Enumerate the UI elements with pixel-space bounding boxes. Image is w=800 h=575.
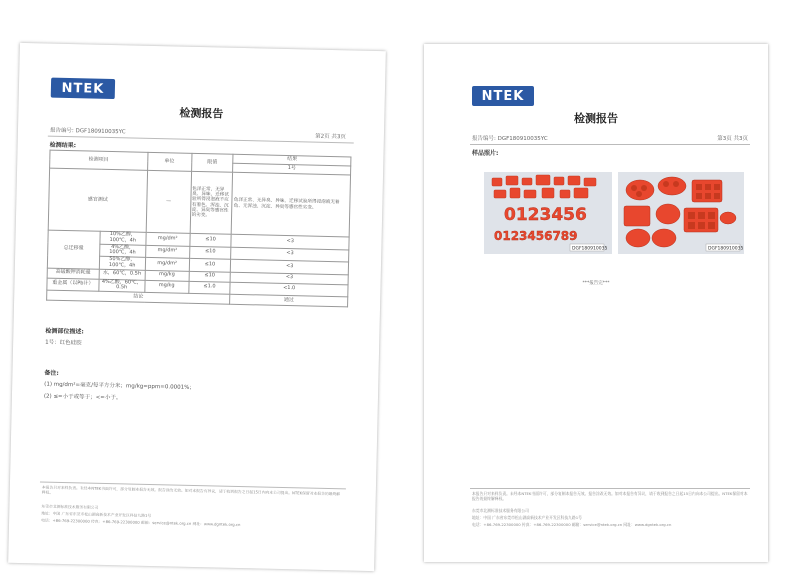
metal-limit: ≤1.0 — [188, 281, 230, 294]
metal-item: 重金属（以Pb计） — [47, 278, 99, 292]
conclusion-result: 通过 — [230, 294, 348, 307]
migration-unit: mg/dm² — [146, 232, 190, 245]
footer-address: 地址：中国 广东省东莞市松山湖高新技术产业开发区科技九路1号 — [472, 515, 582, 520]
kmno4-limit: ≤10 — [189, 271, 231, 282]
sample-desc-label: 检测部位描述: — [45, 327, 84, 336]
ntek-logo: NTEK — [472, 86, 534, 106]
migration-cond: 10%乙醇，100℃，4h — [100, 231, 146, 245]
header-limit: 限值 — [191, 153, 233, 172]
footer-address: 地址：中国 广东省东莞市松山湖高新技术产业开发区科技九路1号 — [41, 510, 152, 519]
page-title: 检测报告 — [179, 106, 224, 121]
migration-unit: mg/dm² — [145, 245, 189, 258]
conclusion-label: 结论 — [47, 290, 231, 304]
migration-result: <3 — [231, 259, 349, 274]
sensory-unit: — — [146, 170, 191, 233]
remark-2: (2) ≤=小于或等于；<=小于。 — [43, 393, 122, 402]
header-sample: 1号 — [233, 163, 351, 175]
page-info: 第2页 共3页 — [315, 133, 346, 141]
header-divider — [48, 136, 354, 144]
silicone-trays-illustration — [618, 172, 744, 254]
ntek-logo: NTEK — [51, 78, 115, 99]
report-number: 报告编号: DGF180910035YC — [472, 136, 548, 142]
footer-note: 本报告只对来样负责。未经本NTEK书面许可，部分复制本报告无效。报告涂改无效。如对本报告有异议，请于收到报告之日起15日内向本公司提出。NTEK保留对本报告的最终解释权。 — [41, 484, 341, 497]
migration-cond: 4%乙酸，100℃，4h — [99, 244, 145, 258]
results-label: 检测结果: — [49, 141, 77, 150]
report-page-2 — [8, 43, 386, 571]
footer-note: 本报告只对来样负责。未经本NTEK书面许可，部分复制本报告无效。报告涂改无效。如对本报告有异议，请于收到报告之日起15日内向本公司提出。NTEK保留对本报告的最终解释权。 — [472, 491, 748, 502]
kmno4-cond: 水，60℃，0.5h — [99, 269, 145, 280]
metal-cond: 4%乙酸，60℃，0.5h — [99, 279, 145, 293]
kmno4-result: <3 — [231, 272, 349, 285]
svg-text:0123456: 0123456 — [504, 205, 587, 225]
remark-1: (1) mg/dm²=毫克/每平方分米；mg/kg=ppm=0.0001%； — [44, 381, 195, 391]
svg-text:0123456789: 0123456789 — [494, 229, 578, 243]
page-title: 检测报告 — [574, 112, 618, 125]
sensory-limit: 色泽正常，无异臭、异味，迁移试验所得浸泡液不应有着色、浑浊、沉淀、异臭等感官性的劣变。 — [190, 171, 233, 234]
migration-limit: ≤10 — [189, 258, 231, 271]
kmno4-unit: mg/kg — [145, 270, 189, 281]
footer-org: 东莞市北测标准技术服务有限公司 — [472, 508, 529, 513]
sensory-result: 色泽正常、无异臭、异味，迁移试验所得浸泡液无着色、无浑浊、沉淀、异臭等感官性劣变。 — [232, 172, 351, 237]
results-table — [46, 150, 351, 308]
sensory-item: 感官测试 — [48, 168, 147, 232]
footer-org: 东莞市北测标准技术服务有限公司 — [41, 503, 99, 510]
svg-text:DGF180910035: DGF180910035 — [572, 246, 608, 252]
sample-photo-numbers — [484, 172, 612, 254]
header-item: 检测项目 — [50, 150, 148, 170]
migration-limit: ≤10 — [189, 246, 231, 259]
header-divider — [470, 144, 750, 145]
metal-result: <1.0 — [230, 282, 348, 297]
report-number: 报告编号: DGF180910035YC — [49, 127, 126, 136]
footer-contact: 电话：+86-769-22300000 传真：+86-769-22300000 邮箱：service@ntek.org.cn 网址：www.dgntek.org.cn — [472, 522, 672, 527]
kmno4-item: 高锰酸钾消耗量 — [47, 268, 99, 279]
migration-result: <3 — [231, 234, 349, 249]
migration-unit: mg/dm² — [145, 257, 189, 270]
migration-limit: ≤10 — [189, 233, 231, 246]
migration-cond: 50%乙醇，100℃，4h — [99, 256, 145, 270]
photos-label: 样品照片: — [472, 150, 499, 157]
silicone-molds-illustration — [484, 172, 612, 254]
footer-contact: 电话：+86-769-22300000 传真：+86-769-22300000 邮箱：service@ntek.org.cn 网址：www.dgntek.org.cn — [41, 517, 241, 528]
page-info: 第3页 共3页 — [717, 136, 748, 142]
header-result: 结果 — [233, 154, 351, 166]
report-page-3 — [424, 44, 768, 562]
remarks-label: 备注: — [44, 369, 59, 377]
footer-divider — [470, 488, 750, 489]
report-end: ***报告完*** — [582, 281, 610, 286]
sample-photo-molds — [618, 172, 744, 254]
header-unit: 单位 — [147, 152, 191, 171]
metal-unit: mg/kg — [145, 280, 189, 293]
sample-desc: 1号：红色硅胶 — [45, 339, 82, 347]
migration-result: <3 — [231, 247, 349, 262]
svg-text:DGF180910035: DGF180910035 — [708, 246, 744, 252]
migration-item: 总迁移量 — [47, 230, 100, 269]
